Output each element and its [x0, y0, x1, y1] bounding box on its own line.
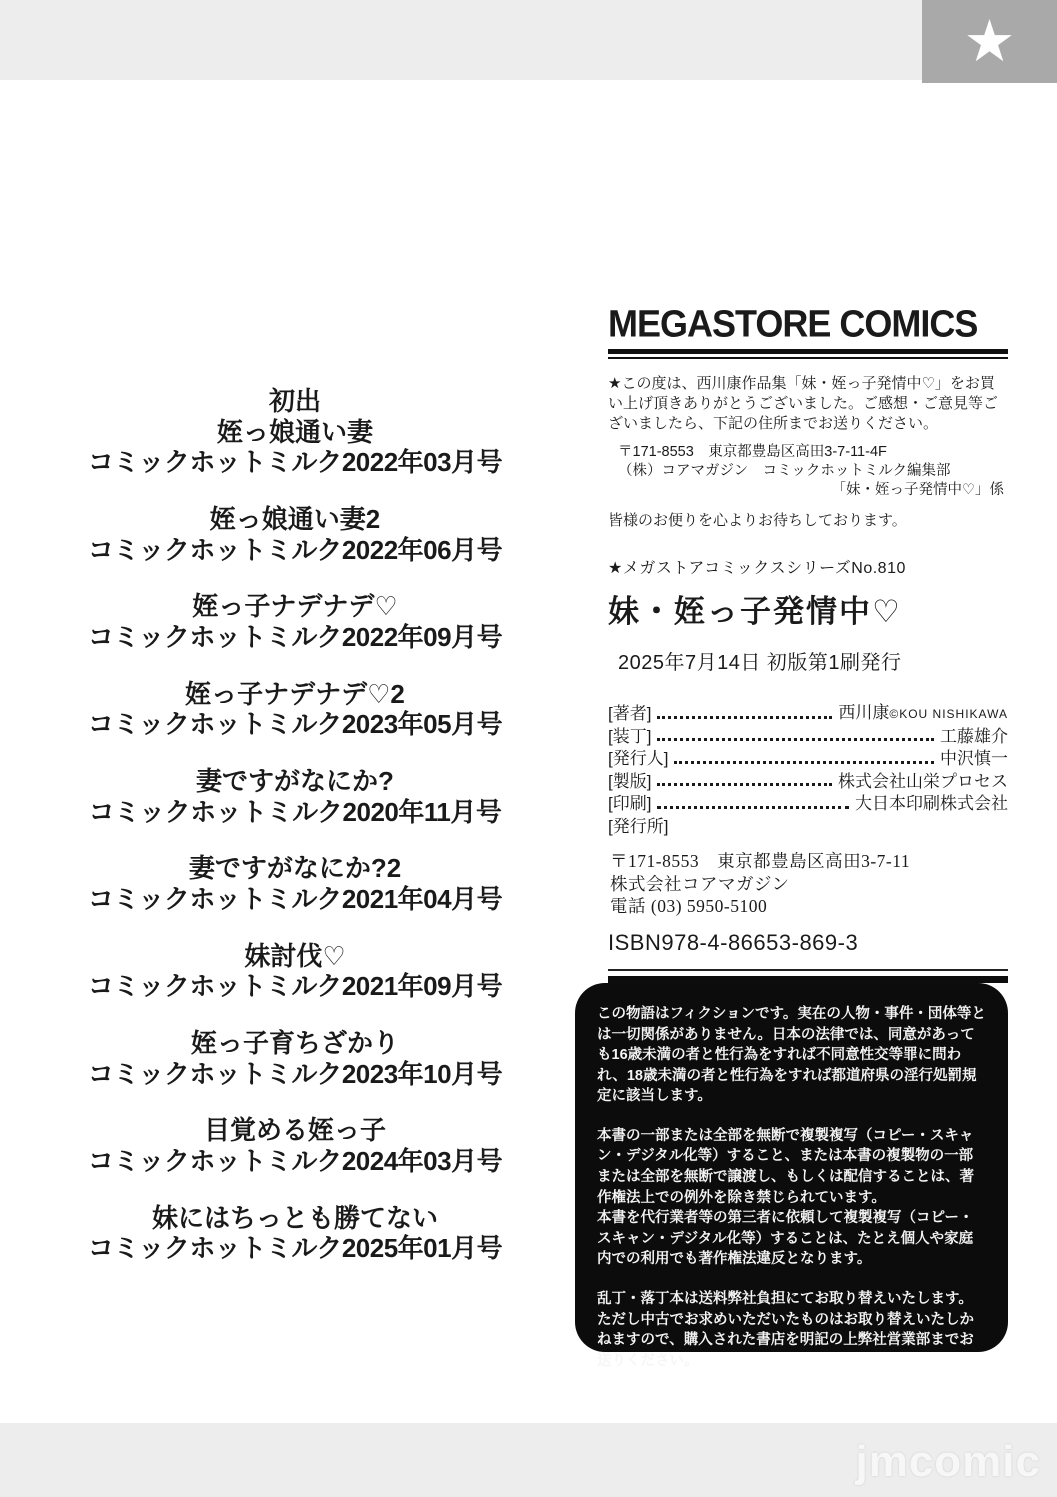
- credit-row: [608, 702, 1008, 726]
- publisher-address-line: 株式会社コアマガジン: [610, 873, 790, 894]
- brand-rule-thin: [608, 357, 1008, 359]
- list-item: [52, 1203, 538, 1264]
- publisher-address-line: 〒171-8553 東京都豊島区高田3-7-11: [610, 851, 911, 872]
- editorial-address-line: 「妹・姪っ子発情中♡」係: [831, 482, 1004, 499]
- top-bar: [0, 0, 1057, 80]
- list-item: [52, 766, 538, 827]
- publisher-address-line: 電話 (03) 5950-5100: [610, 895, 768, 916]
- first-publication-list: [52, 386, 538, 1290]
- letters-note: 皆様のお便りを心よりお待ちしております。: [608, 512, 907, 530]
- work-magazine: コミックホットミルク2021年04月号: [87, 884, 503, 915]
- publisher-address: [608, 850, 1008, 917]
- thanks-note: ★この度は、西川康作品集「妹・姪っ子発情中♡」をお買い上げ頂きありがとうございました。ご感想・ご意見等ございましたら、下記の住所までお送りください。: [608, 375, 999, 432]
- bottom-bar: [0, 1423, 1057, 1497]
- work-magazine: コミックホットミルク2022年06月号: [87, 534, 503, 565]
- star-box: [922, 0, 1057, 83]
- author-name: 西川康: [838, 703, 890, 723]
- separator-thin: [608, 969, 1008, 971]
- star-icon: ★: [963, 8, 1016, 74]
- edition-date: 2025年7月14日 初版第1刷発行: [618, 652, 902, 675]
- work-magazine: コミックホットミルク2022年03月号: [87, 447, 503, 478]
- work-magazine: コミックホットミルク2021年09月号: [87, 971, 503, 1002]
- list-item: [52, 591, 538, 652]
- series-number: ★メガストアコミックスシリーズNo.810: [608, 560, 906, 578]
- work-magazine: コミックホットミルク2023年05月号: [87, 709, 503, 740]
- list-item: [52, 941, 538, 1002]
- credit-row: [608, 726, 1008, 749]
- first-publication-heading: 初出: [268, 386, 321, 416]
- credit-row: [608, 748, 1008, 771]
- work-title: 姪っ娘通い妻2: [209, 504, 381, 535]
- legal-paragraph: 本書の一部または全部を無断で複製複写（コピー・スキャン・デジタル化等）すること、または本書の複製物の一部または全部を無断で譲渡し、もしくは配信することは、著作権法上での例外を除き禁じられています。: [597, 1127, 974, 1206]
- legal-paragraph: 本書を代行業者等の第三者に依頼して複製複写（コピー・スキャン・デジタル化等）することは、たとえ個人や家庭内での利用でも著作権法違反となります。: [597, 1210, 974, 1268]
- work-title: 目覚める姪っ子: [203, 1115, 386, 1146]
- credit-value: 株式会社山栄プロセス: [838, 771, 1008, 791]
- credit-value: 中沢慎一: [940, 749, 1008, 769]
- legal-paragraph: この物語はフィクションです。実在の人物・事件・団体等とは一切関係がありません。日本の法律では、同意があっても16歳未満の者と性行為をすれば不同意性交等罪に問われ、18歳未満の者と性行為をすれば都道府県の淫行処罰規定に該当します。: [597, 1006, 986, 1105]
- brand-rule-thick: [608, 349, 1008, 354]
- work-magazine: コミックホットミルク2020年11月号: [88, 796, 502, 827]
- credit-label: [装丁]: [608, 726, 652, 746]
- credit-row: [608, 816, 1008, 839]
- legal-notice-box: [575, 983, 1008, 1369]
- list-item: [52, 504, 538, 565]
- publisher-logo: MEGASTORE COMICS: [608, 302, 978, 346]
- work-title: 妹討伐♡: [244, 940, 346, 971]
- credit-label: [著者]: [608, 704, 652, 724]
- work-title: 姪っ子育ちざかり: [190, 1028, 399, 1059]
- list-item: [52, 417, 538, 478]
- dotted-leader: [657, 783, 832, 786]
- list-item: [52, 679, 538, 740]
- author-romaji: ©KOU NISHIKAWA: [889, 707, 1008, 722]
- work-title: 妻ですがなにか?2: [188, 853, 402, 884]
- colophon-column: [608, 302, 1008, 983]
- list-item: [52, 1115, 538, 1176]
- work-title: 姪っ娘通い妻: [216, 416, 373, 447]
- work-title: 姪っ子ナデナデ♡: [192, 591, 398, 622]
- legal-paragraph: 乱丁・落丁本は送料弊社負担にてお取り替えいたします。ただし中古でお求めいただいたものはお取り替えいたしかねますので、購入された書店を明記の上弊社営業部までお送りください。: [597, 1290, 974, 1369]
- work-title: 姪っ子ナデナデ♡2: [185, 678, 405, 709]
- isbn: ISBN978-4-86653-869-3: [608, 930, 859, 956]
- site-watermark: jmcomic: [855, 1437, 1041, 1486]
- work-magazine: コミックホットミルク2022年09月号: [87, 622, 503, 653]
- credit-value: [838, 702, 1008, 726]
- credit-row: [608, 771, 1008, 794]
- credit-label: [製版]: [608, 771, 652, 791]
- dotted-leader: [657, 738, 934, 741]
- credit-label: [発行所]: [608, 816, 669, 836]
- book-title: 妹・姪っ子発情中♡: [608, 594, 902, 630]
- dotted-leader: [674, 761, 934, 764]
- dotted-leader: [657, 716, 832, 719]
- credit-row: [608, 793, 1008, 816]
- editorial-address-line: 〒171-8553 東京都豊島区高田3-7-11-4F: [618, 443, 887, 460]
- work-magazine: コミックホットミルク2023年10月号: [87, 1058, 503, 1089]
- credit-label: [印刷]: [608, 794, 652, 814]
- dotted-leader: [657, 806, 849, 809]
- list-item: [52, 853, 538, 914]
- work-magazine: コミックホットミルク2025年01月号: [87, 1233, 503, 1264]
- work-title: 妹にはちっとも勝てない: [151, 1202, 438, 1233]
- credit-label: [発行人]: [608, 749, 669, 769]
- credit-value: 工藤雄介: [940, 726, 1008, 746]
- credits-list: [608, 702, 1008, 838]
- editorial-address: [608, 443, 1008, 500]
- work-title: 妻ですがなにか?: [196, 766, 394, 797]
- work-magazine: コミックホットミルク2024年03月号: [87, 1146, 503, 1177]
- credit-value: 大日本印刷株式会社: [855, 794, 1008, 814]
- editorial-address-line: （株）コアマガジン コミックホットミルク編集部: [618, 462, 951, 479]
- list-item: [52, 1028, 538, 1089]
